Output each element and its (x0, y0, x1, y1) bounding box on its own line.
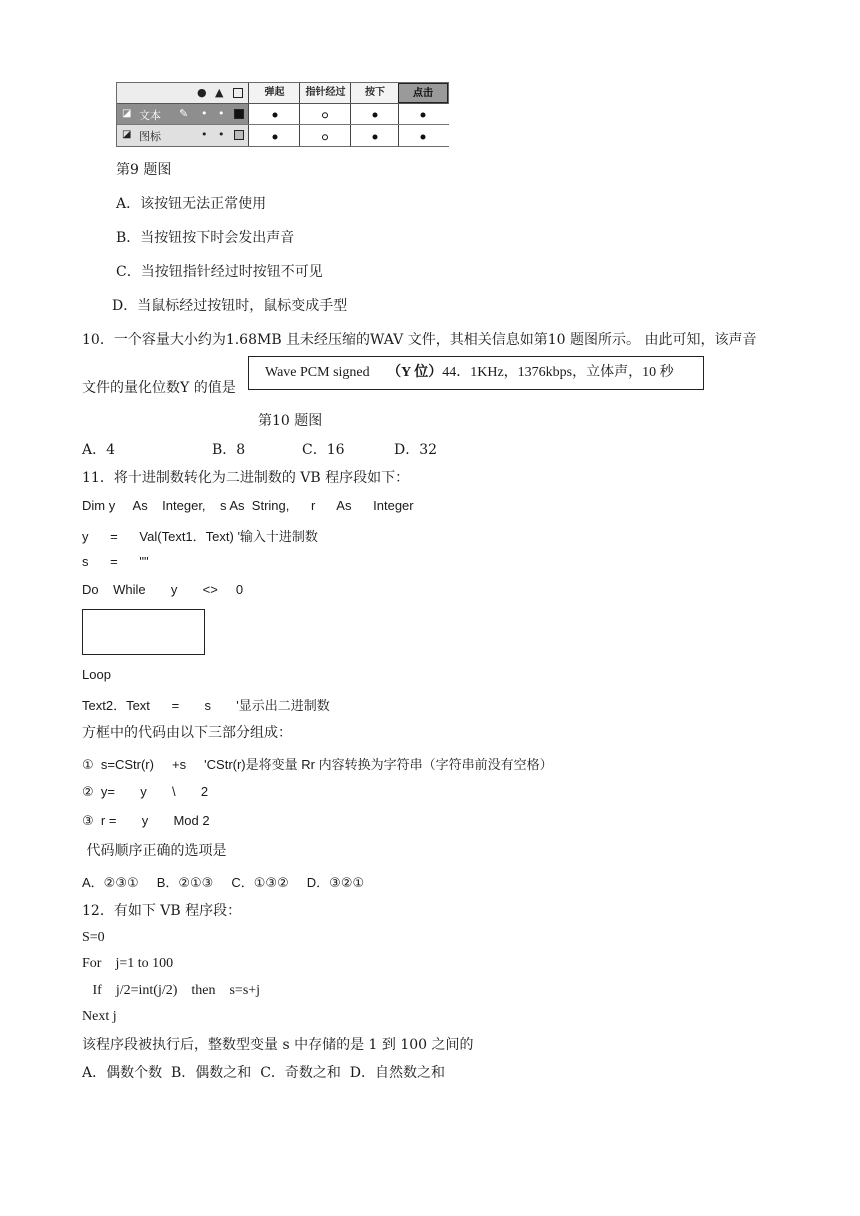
wav-info-box (248, 356, 704, 390)
wav-format: Wave PCM signed (265, 365, 370, 380)
keyframe (373, 113, 378, 118)
q9-option-a: A．该按钮无法正常使用 (116, 196, 267, 212)
timeline-layer-row: ◪ 文本 ✎ • • (117, 104, 448, 125)
frame-header-up: 弹起 (248, 83, 300, 103)
q11-prompt: 代码顺序正确的选项是 (82, 843, 227, 859)
q11-stem: 11．将十进制数转化为二进制数的 VB 程序段如下： (82, 470, 410, 486)
keyframe (421, 113, 426, 118)
wav-bit-depth: （Y 位） (387, 365, 443, 380)
q9-option-d: D．当鼠标经过按钮时，鼠标变成手型 (112, 298, 348, 314)
q12-code-line: Next j (82, 1009, 117, 1024)
q12-options: A．偶数个数 B．偶数之和 C．奇数之和 D．自然数之和 (82, 1065, 446, 1081)
timeline-header-row (117, 83, 448, 104)
code-blank-box (82, 609, 205, 655)
frame-header-down: 按下 (350, 83, 399, 103)
q11-part: ① s=CStr(r) +s 'CStr(r)是将变量 Rr 内容转换为字符串（字符串前没有空格） (82, 757, 553, 772)
lock-icon: ▲ (215, 86, 224, 99)
q10-stem-line2: 文件的量化位数Y 的值是 (82, 380, 236, 396)
q11-part: ② y= y \ 2 (82, 784, 209, 799)
q11-desc: 方框中的代码由以下三部分组成： (82, 725, 292, 741)
layer-name: 图标 (139, 130, 161, 143)
outline-square-icon (233, 88, 243, 98)
q11-code-line: y = Val(Text1．Text) '输入十进制数 (82, 529, 318, 544)
timeline-layer-row: ◪ 图标 • • (117, 125, 448, 146)
layer-name: 文本 (139, 109, 161, 122)
q10-option-b: B．8 (212, 442, 246, 458)
pencil-icon: ✎ (179, 107, 189, 120)
q9-caption: 第9 题图 (116, 162, 172, 178)
q11-loop: Loop (82, 667, 111, 682)
flash-timeline-figure (116, 82, 449, 147)
keyframe (273, 113, 278, 118)
q9-option-b: B．当按钮按下时会发出声音 (116, 230, 295, 246)
q10-caption: 第10 题图 (258, 413, 323, 429)
q12-desc: 该程序段被执行后，整数型变量 s 中存储的是 1 到 100 之间的 (82, 1037, 474, 1053)
keyframe-hollow (322, 134, 328, 140)
q12-code-line: If j/2=int(j/2) then s=s+j (82, 983, 261, 998)
q11-code-line: Do While y <> 0 (82, 582, 244, 597)
keyframe (373, 134, 378, 139)
q12-code-line: For j=1 to 100 (82, 956, 174, 971)
keyframe-hollow (322, 112, 328, 118)
q10-stem-line1: 10．一个容量大小约为1.68MB 且未经压缩的WAV 文件，其相关信息如第10 题图所示。 由此可知，该声音 (82, 332, 757, 348)
q11-after-line: Text2．Text = s '显示出二进制数 (82, 698, 330, 713)
q11-code-line: s = "" (82, 554, 149, 569)
eye-icon: ● (197, 86, 207, 99)
keyframe (273, 134, 278, 139)
q11-part: ③ r = y Mod 2 (82, 813, 210, 828)
q12-stem: 12．有如下 VB 程序段： (82, 903, 242, 919)
q10-option-d: D．32 (394, 442, 438, 458)
layer-icon: ◪ (122, 108, 132, 119)
keyframe (421, 134, 426, 139)
wav-details: 44．1KHz，1376kbps，立体声，10 秒 (442, 365, 674, 380)
q12-code-line: S=0 (82, 930, 105, 945)
q11-code-line: Dim y As Integer, s As String, r As Integer (82, 498, 414, 513)
q10-option-a: A．4 (82, 442, 116, 458)
q10-option-c: C．16 (302, 442, 345, 458)
frame-header-hit: 点击 (398, 83, 448, 103)
q9-option-c: C．当按钮指针经过时按钮不可见 (116, 264, 323, 280)
q11-options: A．②③① B．②①③ C．①③② D．③②① (82, 875, 365, 890)
frame-header-over: 指针经过 (299, 83, 351, 103)
layer-icon: ◪ (122, 129, 132, 140)
